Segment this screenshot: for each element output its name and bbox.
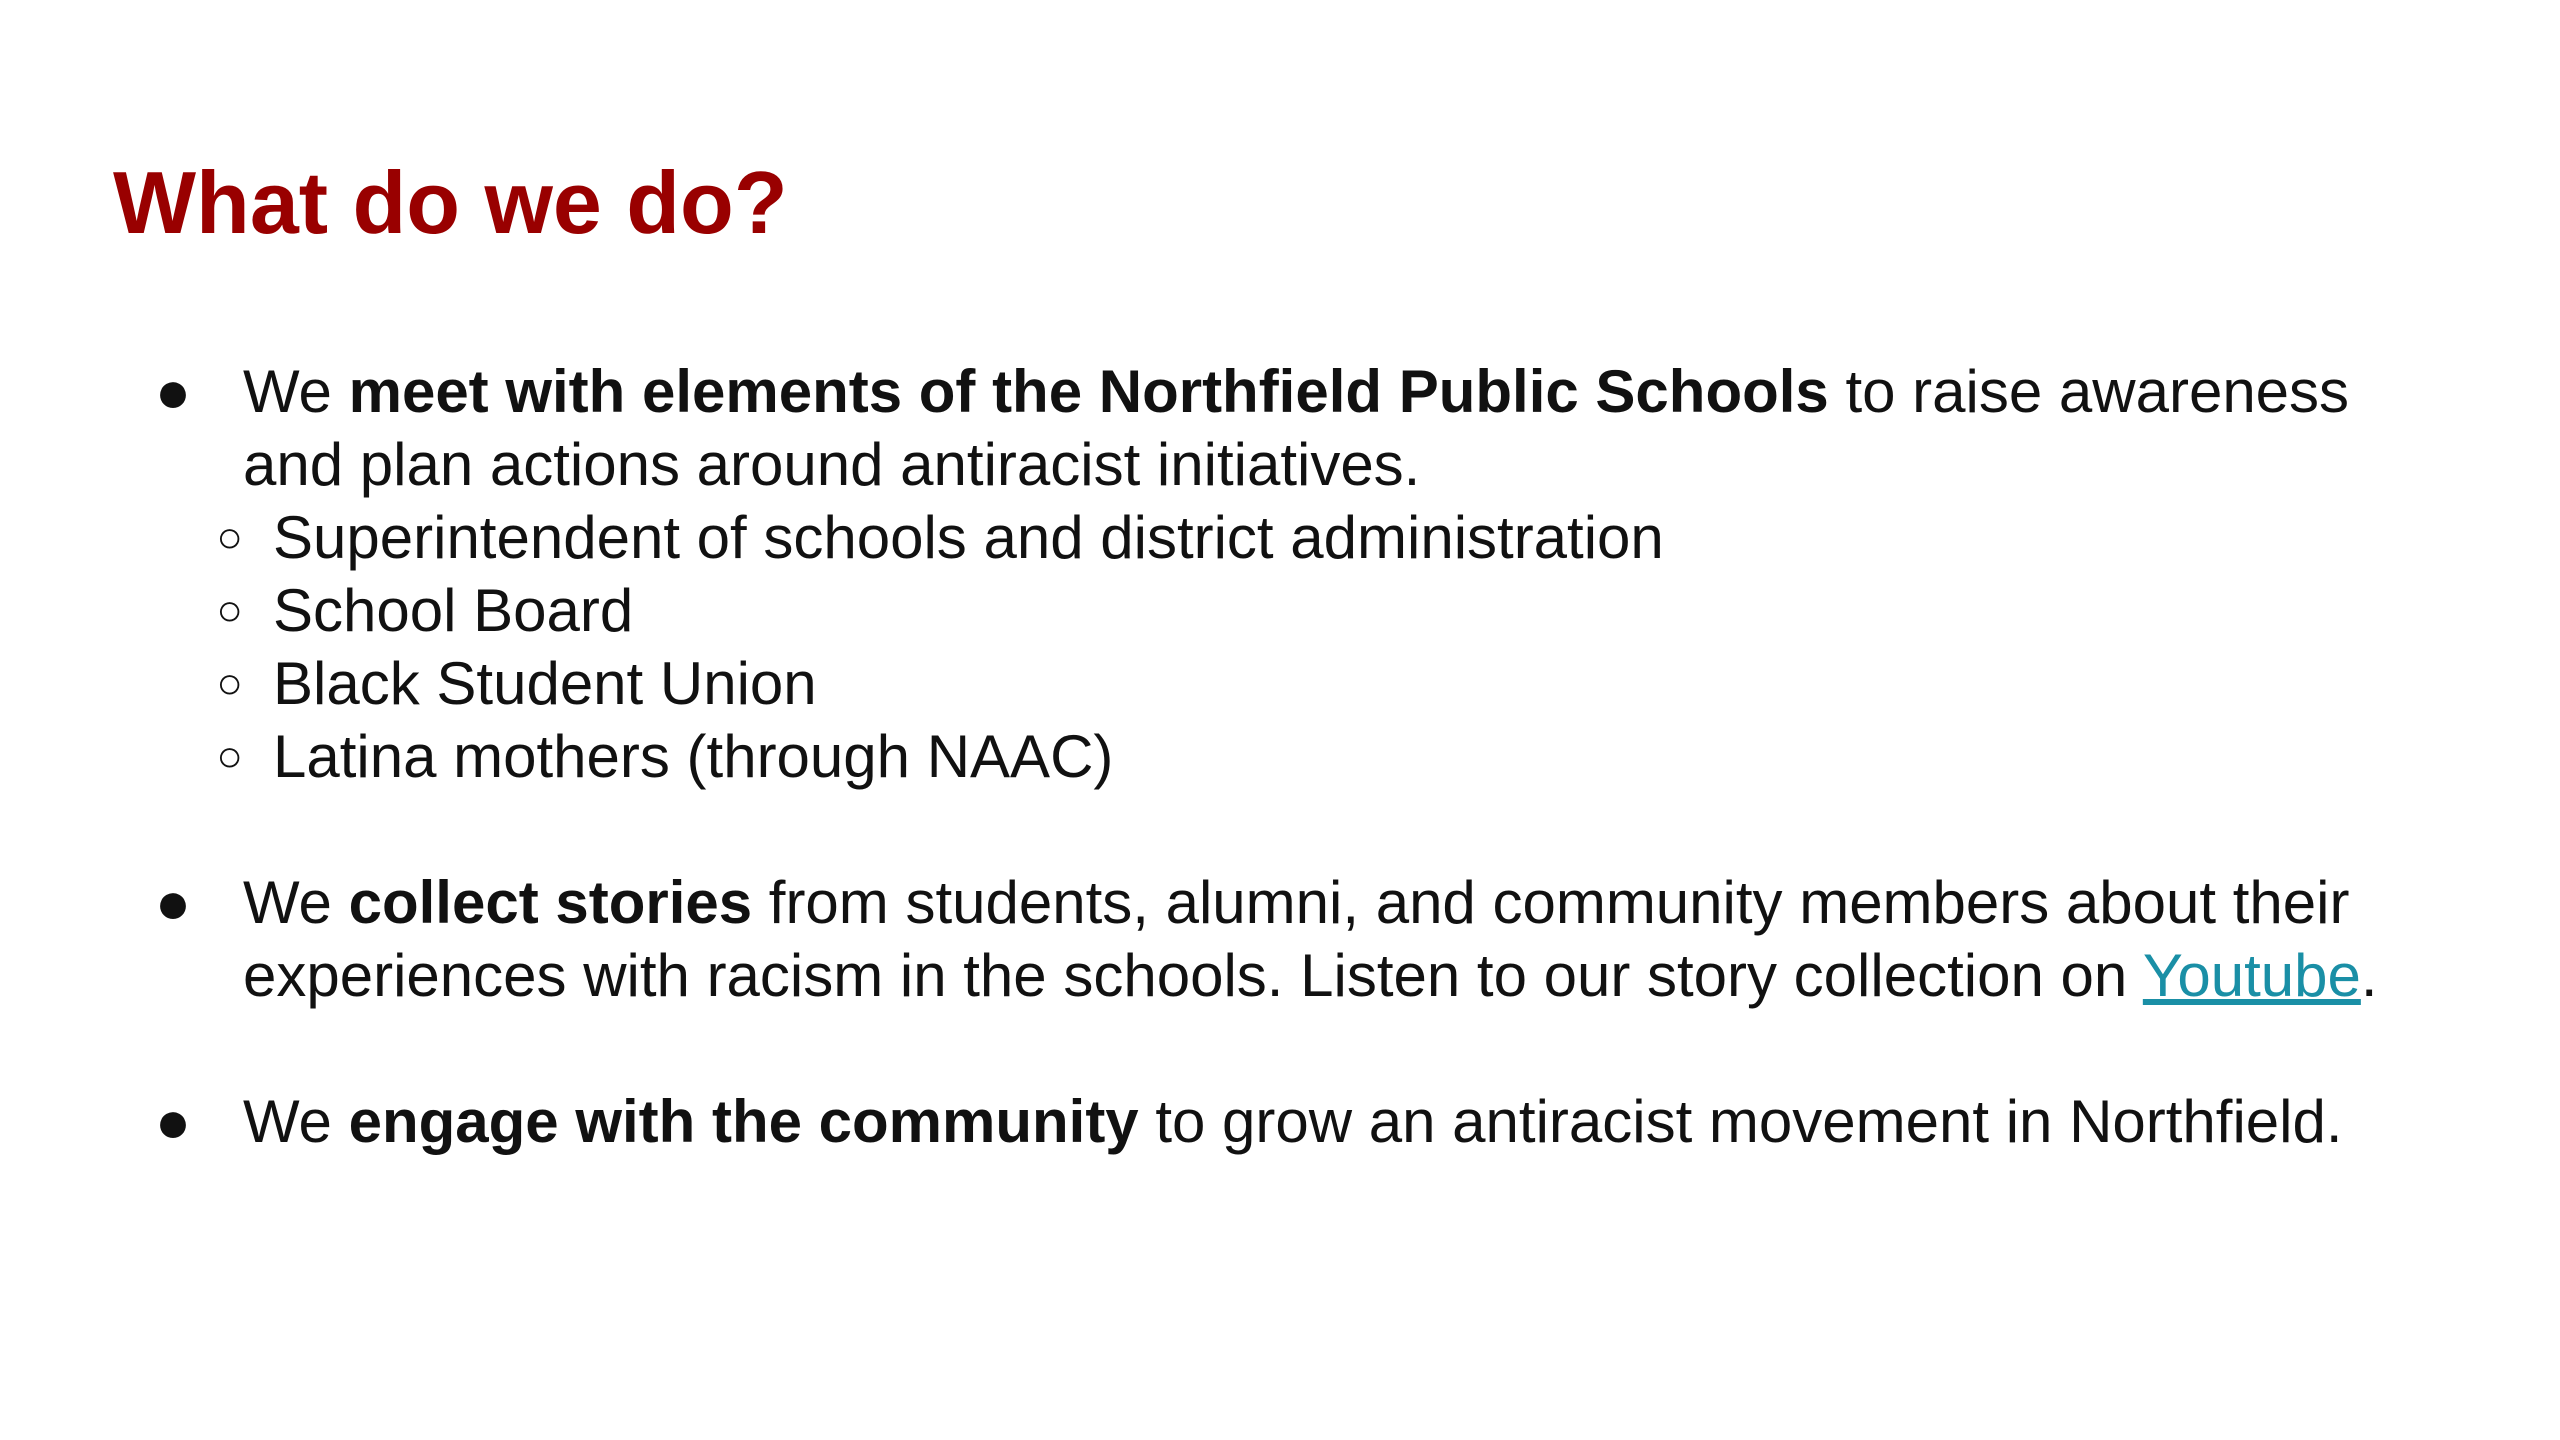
slide-title: What do we do? [113, 153, 788, 252]
sub-list-item [143, 574, 2463, 647]
circle-bullet-icon: ○ [216, 732, 243, 781]
youtube-link[interactable]: Youtube [2142, 942, 2361, 1009]
sub-item-label: Superintendent of schools and district administration [273, 504, 1664, 571]
circle-bullet-icon: ○ [216, 659, 243, 708]
item-rest: from students, alumni, and community members about their experiences with racism in the schools. Listen to our story collection on [243, 869, 2350, 1009]
circle-bullet-icon: ○ [216, 513, 243, 562]
sub-list-item [143, 501, 2463, 574]
spacer [143, 1012, 2463, 1085]
bullet-icon: ● [154, 358, 192, 425]
circle-bullet-icon: ○ [216, 586, 243, 635]
spacer [143, 793, 2463, 866]
item-lead: We [243, 358, 349, 425]
item-bold: collect stories [348, 869, 753, 936]
item-punctuation: . [2360, 942, 2378, 1009]
bullet-icon: ● [154, 869, 192, 936]
sub-item-label: Black Student Union [273, 650, 817, 717]
item-rest: to grow an antiracist movement in Northfield. [1138, 1088, 2343, 1155]
item-lead: We [243, 1088, 349, 1155]
bullet-icon: ● [154, 1088, 192, 1155]
list-item-engage [143, 1085, 2463, 1158]
sub-list-item [143, 647, 2463, 720]
sub-list-item [143, 720, 2463, 793]
item-bold: engage with the community [348, 1088, 1139, 1155]
sub-item-label: Latina mothers (through NAAC) [273, 723, 1114, 790]
sub-item-label: School Board [273, 577, 634, 644]
item-bold: meet with elements of the Northfield Public Schools [348, 358, 1829, 425]
item-lead: We [243, 869, 349, 936]
item-rest: to raise awareness and plan actions around antiracist initiatives. [243, 358, 2350, 498]
list-item-collect [143, 866, 2463, 1012]
bullet-list [143, 355, 2463, 1158]
list-item-meet [143, 355, 2463, 501]
